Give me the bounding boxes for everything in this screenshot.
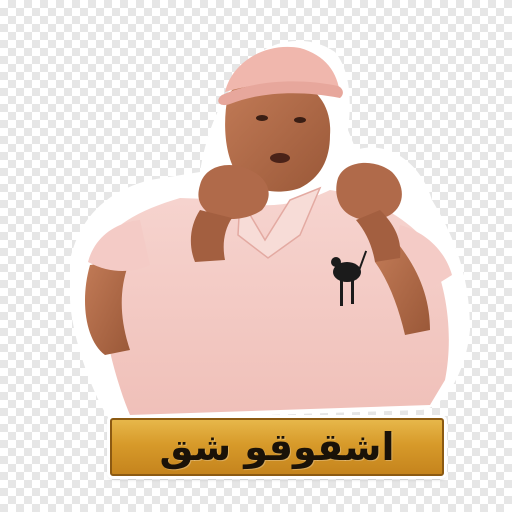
person-torso [85,188,452,415]
caption-box [110,418,444,476]
caption-text: اشقوقو شق [159,425,395,469]
